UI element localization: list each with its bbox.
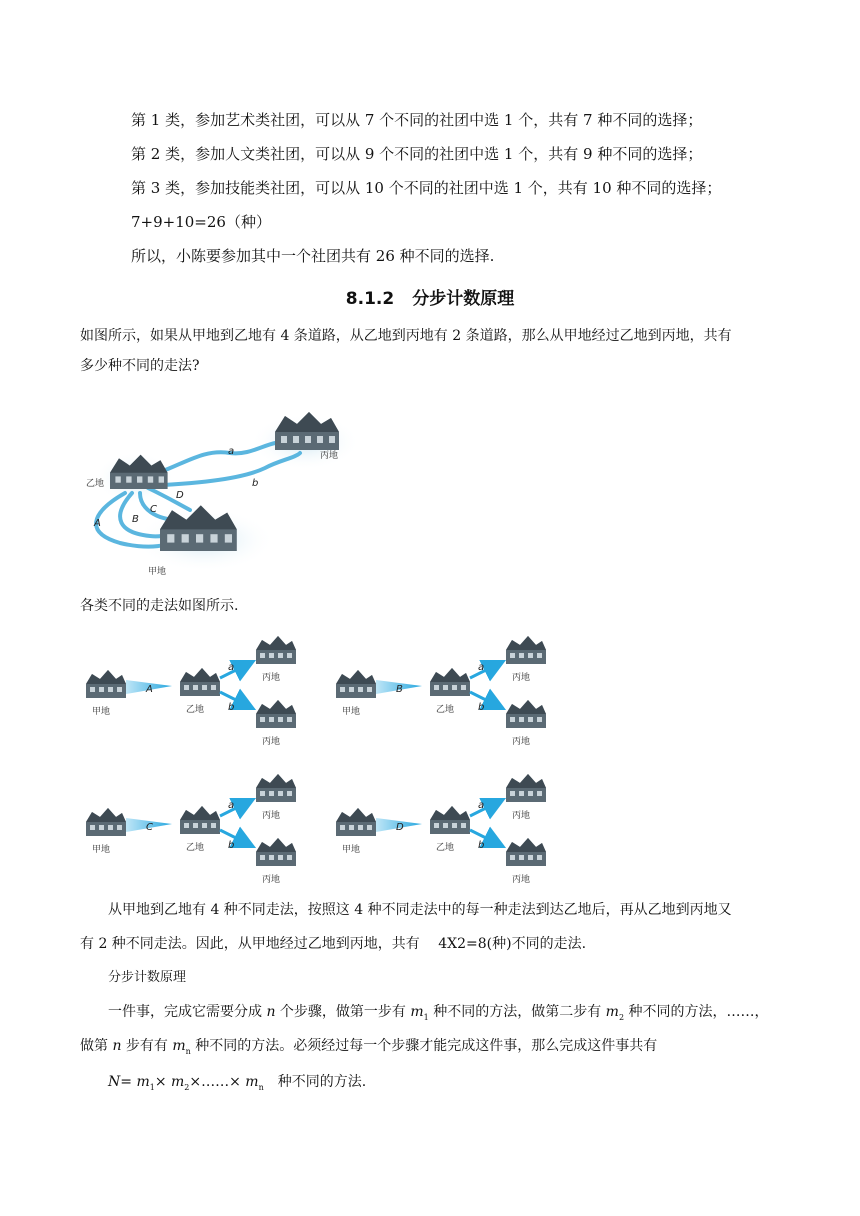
label-end-1: 丙地: [512, 673, 531, 683]
text-line-2: 第 2 类，参加人文类社团，可以从 9 个不同的社团中选 1 个，共有 9 种不同的选择；: [131, 145, 703, 163]
path-diagram-A: [86, 636, 296, 747]
house-mid-icon: [430, 806, 470, 834]
label-end-2: 丙地: [262, 875, 281, 885]
question-line-1: 如图所示，如果从甲地到乙地有 4 条道路，从乙地到丙地有 2 条道路，那么从甲地经过乙地到丙地，共有: [80, 328, 732, 344]
d2a: 做第: [80, 1038, 113, 1054]
text-line-sum: 7+9+10=26（种）: [131, 213, 271, 231]
road-label-r2: b: [478, 702, 485, 713]
road-label-b: b: [252, 478, 259, 489]
text-line-3: 第 3 类，参加技能类社团，可以从 10 个不同的社团中选 1 个，共有 10 种不同的选择；: [131, 179, 722, 197]
label-end-1: 丙地: [262, 811, 281, 821]
house-mid-icon: [180, 668, 220, 696]
road-label: B: [396, 684, 403, 695]
label-end-2: 丙地: [512, 737, 531, 747]
label-start: 甲地: [342, 845, 361, 855]
d2b: 步有有: [121, 1038, 173, 1054]
f-m2: m: [171, 1074, 185, 1090]
road-label-r1: a: [478, 662, 485, 673]
path-diagrams: [80, 628, 560, 888]
label-mid: 乙地: [436, 705, 455, 715]
road-label-r1: a: [228, 662, 235, 673]
house-start-icon: [86, 670, 126, 698]
house-mid-icon: [430, 668, 470, 696]
f-mn: m: [245, 1074, 259, 1090]
house-end-1-icon: [506, 774, 546, 802]
house-end-1-icon: [256, 636, 296, 664]
label-end-2: 丙地: [262, 737, 281, 747]
map-figure: [80, 398, 370, 580]
sub-n: n: [185, 1046, 191, 1056]
formula-line: [108, 1072, 366, 1098]
f-x2: ×……×: [189, 1074, 246, 1090]
house-end-1-icon: [506, 636, 546, 664]
sub-1: 1: [423, 1012, 429, 1022]
road-label-r1: a: [228, 800, 235, 811]
label-start: 甲地: [92, 707, 111, 717]
d1a: 一件事，完成它需要分成: [108, 1004, 267, 1020]
label-mid: 乙地: [186, 843, 205, 853]
road-label-r2: b: [228, 702, 235, 713]
var-m2: m: [605, 1004, 619, 1020]
figure-caption: 各类不同的走法如图所示.: [80, 598, 239, 614]
text-line-1: 第 1 类，参加艺术类社团，可以从 7 个不同的社团中选 1 个，共有 7 种不同的选择；: [131, 111, 703, 129]
house-start-icon: [336, 670, 376, 698]
label-start: 甲地: [342, 707, 361, 717]
d1d: 种不同的方法，……，: [624, 1004, 769, 1020]
f-m1: m: [136, 1074, 150, 1090]
house-start-icon: [336, 808, 376, 836]
house-end-2-icon: [506, 838, 546, 866]
var-n2: n: [112, 1038, 122, 1054]
definition-line-2: [80, 1036, 657, 1062]
d1b: 个步骤，做第一步有: [275, 1004, 411, 1020]
house-end-2-icon: [256, 700, 296, 728]
path-diagram-C: [86, 774, 296, 885]
map-label-bing: 丙地: [320, 451, 339, 461]
sub-2: 2: [618, 1012, 625, 1022]
path-diagram-B: [336, 636, 546, 747]
road-label-B: B: [132, 514, 139, 525]
house-end-1-icon: [256, 774, 296, 802]
label-mid: 乙地: [186, 705, 205, 715]
label-end-1: 丙地: [512, 811, 531, 821]
f-s2: 2: [184, 1082, 190, 1092]
road-label-C: C: [150, 504, 157, 515]
f-x1: ×: [154, 1074, 171, 1090]
road-label-A: A: [94, 518, 101, 529]
label-start: 甲地: [92, 845, 111, 855]
principle-heading: 分步计数原理: [108, 970, 187, 985]
path-diagram-D: [336, 774, 546, 885]
house-end-2-icon: [506, 700, 546, 728]
label-mid: 乙地: [436, 843, 455, 853]
road-label-r2: b: [228, 840, 235, 851]
explanation-line-2: 有 2 种不同走法。因此，从甲地经过乙地到丙地，共有 4X2=8(种)不同的走法.: [80, 936, 587, 952]
road-label: A: [146, 684, 153, 695]
section-name: 分步计数原理: [412, 289, 515, 309]
house-start-icon: [86, 808, 126, 836]
road-label: C: [146, 822, 153, 833]
map-label-jia: 甲地: [148, 567, 167, 577]
explanation-line-1: 从甲地到乙地有 4 种不同走法，按照这 4 种不同走法中的每一种走法到达乙地后，再从乙地到丙地又: [108, 902, 732, 918]
var-n: n: [266, 1004, 276, 1020]
house-end-2-icon: [256, 838, 296, 866]
d1c: 种不同的方法，做第二步有: [428, 1004, 606, 1020]
text-line-conclusion: 所以，小陈要参加其中一个社团共有 26 种不同的选择.: [131, 247, 495, 265]
d2c: 种不同的方法。必须经过每一个步骤才能完成这件事，那么完成这件事共有: [190, 1038, 658, 1054]
road-label-r2: b: [478, 840, 485, 851]
f-end: 种不同的方法.: [263, 1074, 367, 1090]
section-number: 8.1.2: [345, 289, 395, 309]
question-line-2: 多少种不同的走法?: [80, 358, 200, 374]
f-s1: 1: [149, 1082, 155, 1092]
house-mid-icon: [180, 806, 220, 834]
var-mn: m: [172, 1038, 186, 1054]
section-title: [0, 284, 860, 309]
f-sn: n: [258, 1082, 264, 1092]
var-m1: m: [410, 1004, 424, 1020]
var-N: N: [108, 1074, 121, 1090]
road-label-D: D: [176, 490, 184, 501]
label-end-1: 丙地: [262, 673, 281, 683]
road-label-r1: a: [478, 800, 485, 811]
map-label-yi: 乙地: [86, 479, 105, 489]
definition-line-1: [108, 1002, 769, 1028]
road-label: D: [396, 822, 404, 833]
road-label-a: a: [228, 446, 235, 457]
label-end-2: 丙地: [512, 875, 531, 885]
f-eq: =: [120, 1074, 137, 1090]
